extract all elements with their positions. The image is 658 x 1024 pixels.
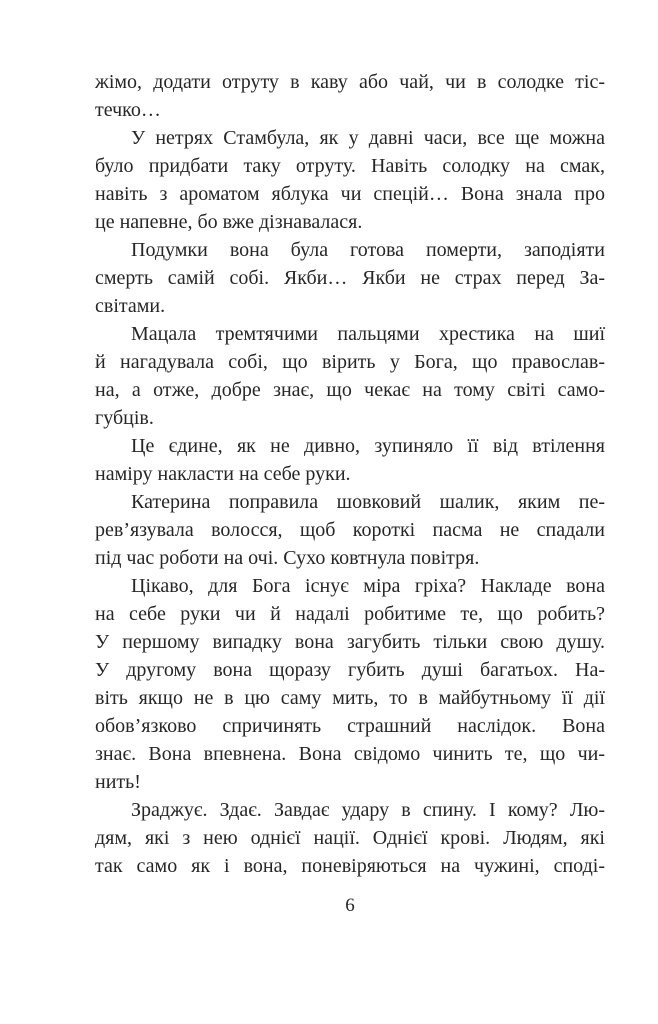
text-line: Цікаво, для Бога існує міра гріха? Накладе вона xyxy=(131,575,605,597)
text-line: Подумки вона була готова померти, заподіяти xyxy=(131,239,605,261)
text-line: віть якщо не в цю саму мить, то в майбутньому її дії xyxy=(95,687,605,709)
text-line: під час роботи на очі. Сухо ковтнула повітря. xyxy=(95,547,480,569)
text-line: Мацала тремтячими пальцями хрестика на шиї xyxy=(131,323,605,345)
text-line: навіть з ароматом яблука чи спецій… Вона знала про xyxy=(95,183,605,205)
text-line: наміру накласти на себе руки. xyxy=(95,463,351,485)
paragraph xyxy=(95,488,605,572)
paragraph xyxy=(95,68,605,124)
text-line: У другому вона щоразу губить душі багатьох. На- xyxy=(95,659,605,681)
paragraph xyxy=(95,236,605,320)
text-line: рев’язувала волосся, щоб короткі пасма не спадали xyxy=(95,519,605,541)
text-line: обов’язково спричинять страшний наслідок. Вона xyxy=(95,715,605,737)
text-line: нить! xyxy=(95,771,141,793)
paragraph xyxy=(95,124,605,236)
text-line: на себе руки чи й надалі робитиме те, що робить? xyxy=(95,603,605,625)
text-block xyxy=(95,68,605,880)
text-line: знає. Вона впевнена. Вона свідомо чинить те, що чи- xyxy=(95,743,605,765)
text-line: світами. xyxy=(95,295,166,317)
paragraph xyxy=(95,432,605,488)
text-line: Катерина поправила шовковий шалик, яким пе- xyxy=(131,491,605,513)
text-line: було придбати таку отруту. Навіть солодку на смак, xyxy=(95,155,605,177)
text-line: Зраджує. Здає. Завдає удару в спину. І кому? Лю- xyxy=(131,799,605,821)
text-line: Це єдине, як не дивно, зупиняло її від втілення xyxy=(131,435,605,457)
text-line: течко… xyxy=(95,99,161,121)
text-line: жімо, додати отруту в каву або чай, чи в солодке тіс- xyxy=(95,71,605,93)
text-line: губців. xyxy=(95,407,154,429)
text-line: це напевне, бо вже дізнавалася. xyxy=(95,211,363,233)
text-line: У нетрях Стамбула, як у давні часи, все ще можна xyxy=(131,127,605,149)
paragraph xyxy=(95,796,605,880)
text-line: дям, які з нею однієї нації. Однієї крові. Людям, які xyxy=(95,827,605,849)
text-line: так само як і вона, поневіряються на чужині, споді- xyxy=(95,855,605,877)
text-line: на, а отже, добре знає, що чекає на тому світі само- xyxy=(95,379,605,401)
paragraph xyxy=(95,572,605,796)
paragraph xyxy=(95,320,605,432)
text-line: У першому випадку вона загубить тільки свою душу. xyxy=(95,631,605,653)
text-line: смерть самій собі. Якби… Якби не страх перед За- xyxy=(95,267,605,289)
page-number: 6 xyxy=(345,895,355,916)
text-line: й нагадувала собі, що вірить у Бога, що православ- xyxy=(95,351,605,373)
